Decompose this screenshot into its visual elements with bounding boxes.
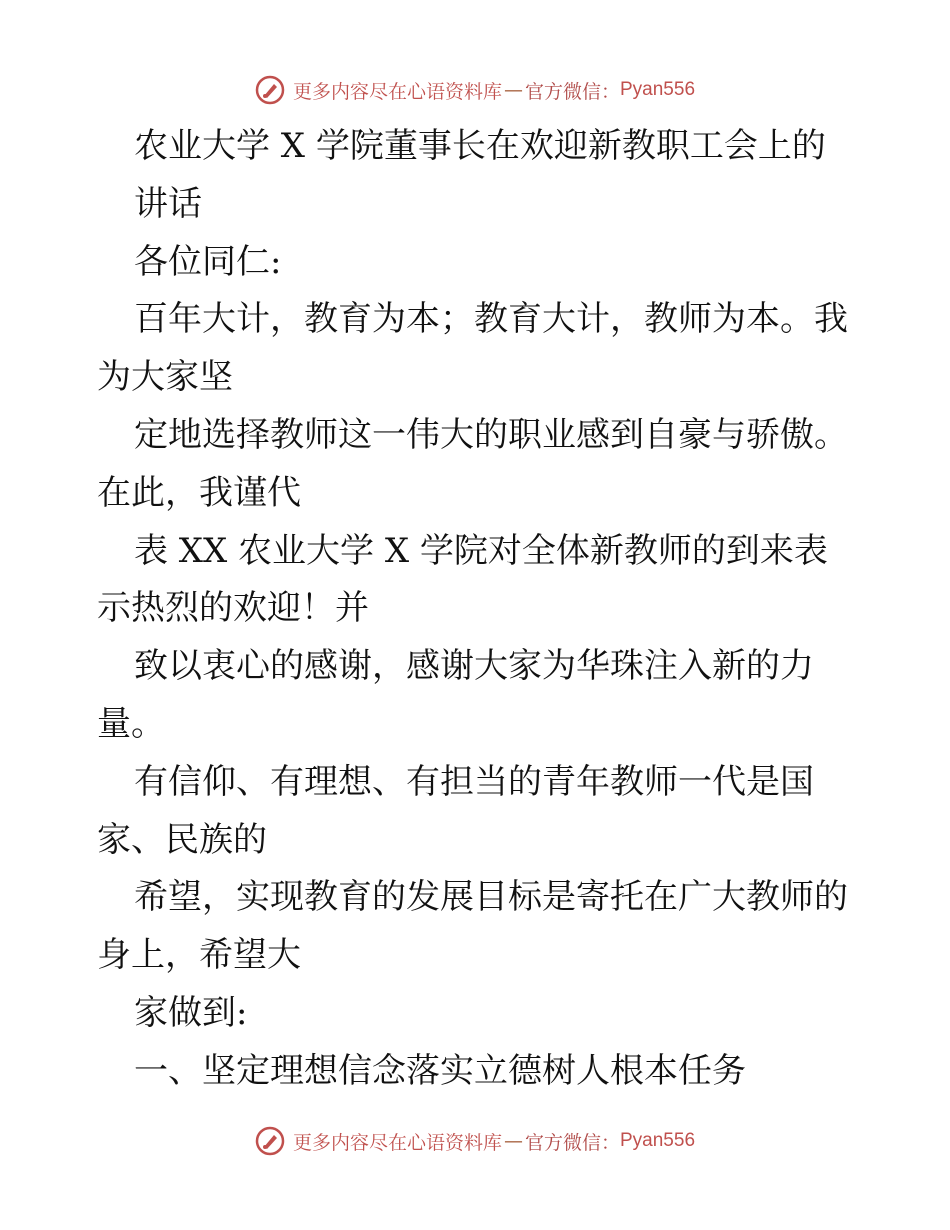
body-line: 示热烈的欢迎！并 (97, 588, 369, 629)
body-line: 家做到: (134, 992, 248, 1033)
watermark-wechat-id: Pyan556 (620, 1130, 696, 1151)
watermark-text: 更多内容尽在心语资料库 (292, 1131, 502, 1154)
watermark-wechat-label: 官方微信： (524, 1131, 620, 1154)
body-line: 量。 (97, 703, 165, 744)
body-line: 在此，我谨代 (97, 472, 301, 513)
watermark-wechat-id: Pyan556 (620, 79, 696, 100)
header-watermark (0, 70, 950, 110)
title-line-1: 农业大学 X 学院董事长在欢迎新教职工会上的 (134, 126, 826, 166)
pen-logo-icon (255, 1126, 285, 1156)
watermark-text: 更多内容尽在心语资料库 (292, 80, 502, 103)
watermark-dash: — (503, 79, 523, 101)
body-line: 有信仰、有理想、有担当的青年教师一代是国 (134, 761, 814, 802)
document-body (97, 118, 857, 1101)
body-line: 希望，实现教育的发展目标是寄托在广大教师的 (134, 877, 848, 918)
body-line: 致以衷心的感谢，感谢大家为华珠注入新的力 (134, 646, 814, 687)
footer-watermark (0, 1121, 950, 1161)
pen-logo-icon (255, 75, 285, 105)
body-line: 家、民族的 (97, 819, 267, 860)
body-line: 定地选择教师这一伟大的职业感到自豪与骄傲。 (134, 414, 848, 455)
title-line-2: 讲话 (134, 183, 202, 224)
body-line: 身上，希望大 (97, 935, 301, 976)
salutation: 各位同仁: (134, 241, 282, 282)
body-line: 百年大计，教育为本；教育大计，教师为本。我 (134, 299, 848, 340)
watermark-wechat-label: 官方微信： (524, 80, 620, 103)
watermark-dash: — (503, 1130, 523, 1152)
body-line: 表 XX 农业大学 X 学院对全体新教师的到来表 (134, 530, 828, 571)
body-line: 为大家坚 (97, 357, 233, 398)
section-heading: 一、坚定理想信念落实立德树人根本任务 (134, 1050, 746, 1091)
